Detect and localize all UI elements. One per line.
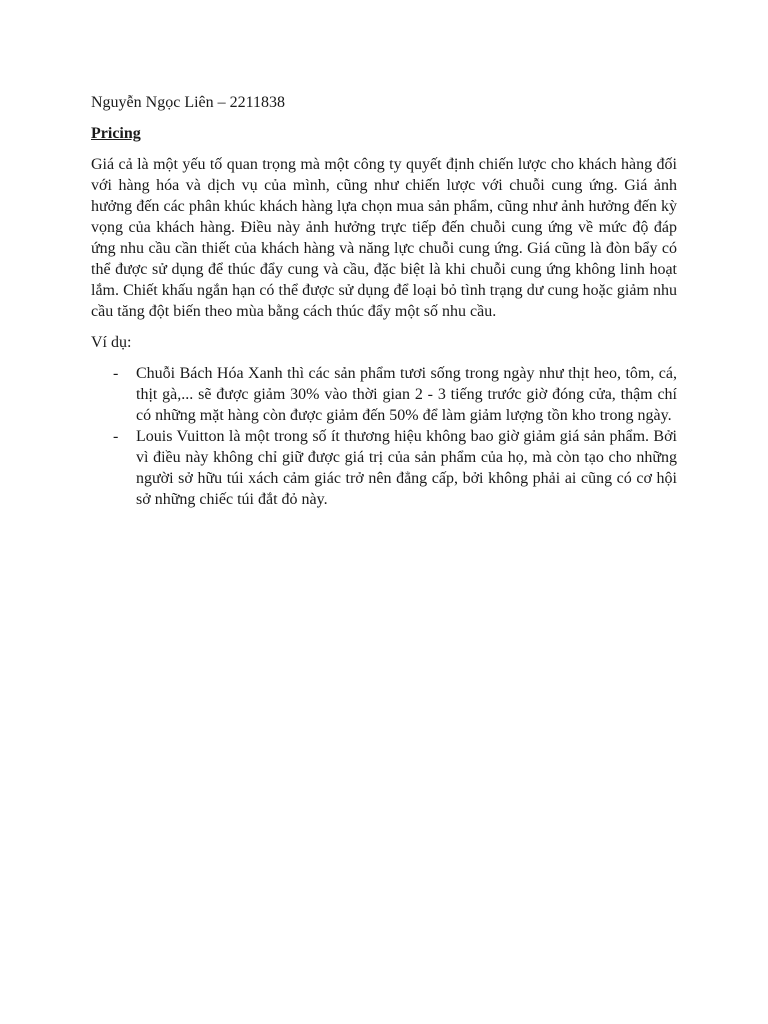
list-item: [91, 426, 677, 510]
example-list: [91, 363, 677, 510]
author-line: Nguyễn Ngọc Liên – 2211838: [91, 94, 286, 111]
bullet-dash: -: [113, 428, 119, 445]
body-paragraph: Giá cả là một yếu tố quan trọng mà một công ty quyết định chiến lược cho khách hàng đối với hàng hóa và dịch vụ của mình, cũng như chiến lược với chuỗi cung ứng. Giá ảnh hưởng đến các phân khúc khách hàng lựa chọn mua sản phẩm, cũng như ảnh hưởng đến kỳ vọng của khách hàng. Điều này ảnh hưởng trực tiếp đến chuỗi cung ứng về mức độ đáp ứng nhu cầu cần thiết của khách hàng và năng lực chuỗi cung ứng. Giá cũng là đòn bẩy có thể được sử dụng để thúc đẩy cung và cầu, đặc biệt là khi chuỗi cung ứng không linh hoạt lắm. Chiết khấu ngắn hạn có thể được sử dụng để loại bỏ tình trạng dư cung hoặc giảm nhu cầu tăng đột biến theo mùa bằng cách thúc đẩy một số nhu cầu.: [91, 156, 677, 320]
section-heading: Pricing: [91, 125, 141, 142]
list-item-text: Louis Vuitton là một trong số ít thương hiệu không bao giờ giảm giá sản phẩm. Bởi vì điều này không chỉ giữ được giá trị của sản phẩm của họ, mà còn tạo cho những người sở hữu túi xách cảm giác trở nên đẳng cấp, bởi không phải ai cũng có cơ hội sở những chiếc túi đắt đỏ này.: [136, 428, 677, 508]
list-item: [91, 363, 677, 426]
example-label: Ví dụ:: [91, 334, 132, 351]
list-item-text: Chuỗi Bách Hóa Xanh thì các sản phẩm tươi sống trong ngày như thịt heo, tôm, cá, thịt gà,... sẽ được giảm 30% vào thời gian 2 - 3 tiếng trước giờ đóng cửa, thậm chí có những mặt hàng còn được giảm đến 50% để làm giảm lượng tồn kho trong ngày.: [136, 365, 677, 424]
document-body: [91, 92, 677, 510]
bullet-dash: -: [113, 365, 119, 382]
